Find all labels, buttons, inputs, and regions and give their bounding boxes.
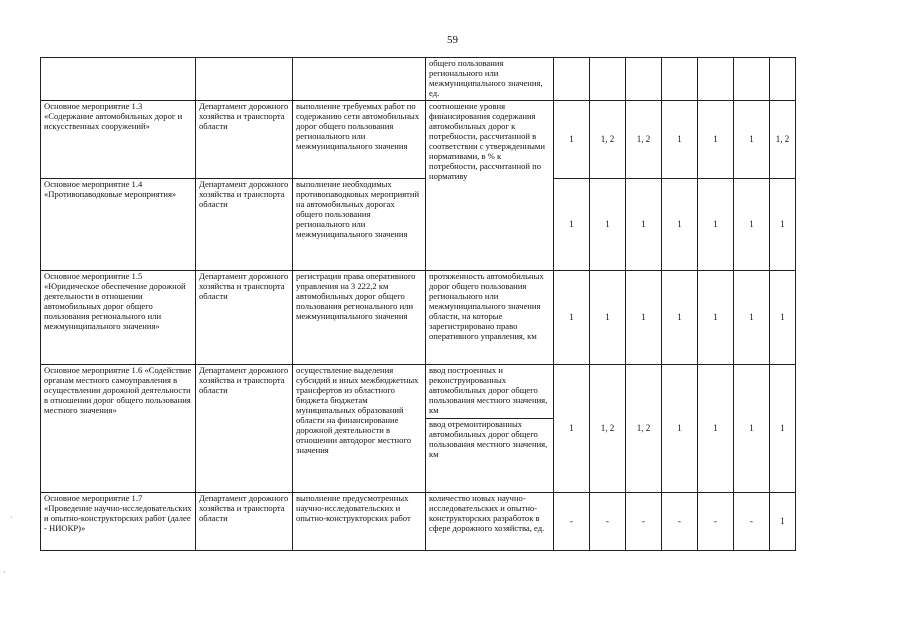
value-cell: 1, 2 bbox=[626, 100, 662, 178]
table-row bbox=[41, 100, 796, 178]
result-cell: выполнение необходимых противопаводковых мероприятий на автомобильных дорогах общего пользования регионального или межмуниципального значения bbox=[293, 178, 426, 270]
value-cell: 1 bbox=[554, 270, 590, 364]
table-row bbox=[41, 364, 796, 492]
indicator-cell: протяженность автомобильных дорог общего пользования регионального или межмуниципального значения области, на которые зарегистрировано право оперативного управления, км bbox=[426, 270, 554, 364]
table-row bbox=[41, 270, 796, 364]
executor-cell: Департамент дорожного хозяйства и транспорта области bbox=[196, 270, 293, 364]
value-cell: 1 bbox=[698, 178, 734, 270]
scan-mark: · bbox=[3, 568, 6, 577]
measure-cell: Основное мероприятие 1.5 «Юридическое обеспечение дорожной деятельности в отношении автомобильных дорог общего пользования регионального или межмуниципального значения» bbox=[41, 270, 196, 364]
value-cell: - bbox=[698, 492, 734, 550]
table-row bbox=[41, 178, 796, 270]
value-cell: - bbox=[734, 492, 770, 550]
value-cell: 1 bbox=[590, 178, 626, 270]
value-cell: - bbox=[590, 492, 626, 550]
value-cell: 1 bbox=[590, 270, 626, 364]
value-cell: 1 bbox=[554, 100, 590, 178]
value-cell: 1 bbox=[626, 270, 662, 364]
page-number: 59 bbox=[447, 34, 458, 46]
value-cell: 1 bbox=[554, 178, 590, 270]
indicator-part: ввод отремонтированных автомобильных дорог общего пользования местного значения, км bbox=[429, 418, 548, 459]
value-cell: 1 bbox=[698, 364, 734, 492]
value-cell: 1 bbox=[734, 178, 770, 270]
executor-cell: Департамент дорожного хозяйства и транспорта области bbox=[196, 100, 293, 178]
indicator-cell: общего пользования регионального или межмуниципального значения, ед. bbox=[426, 58, 554, 101]
measure-cell: Основное мероприятие 1.3 «Содержание автомобильных дорог и искусственных сооружений» bbox=[41, 100, 196, 178]
value-cell: 1 bbox=[626, 178, 662, 270]
indicator-cell: соотношение уровня финансирования содержания автомобильных дорог к потребности, рассчитанной в соответствии с утвержденными нормативами, в % к потребности, рассчитанной по нормативу bbox=[426, 100, 554, 270]
value-cell: 1 bbox=[662, 270, 698, 364]
value-cell: - bbox=[626, 492, 662, 550]
value-cell: 1, 2 bbox=[626, 364, 662, 492]
measure-cell: Основное мероприятие 1.6 «Содействие органам местного самоуправления в осуществлении дорожной деятельности в отношении дорог общего пользования местного значения» bbox=[41, 364, 196, 492]
table-row bbox=[41, 492, 796, 550]
value-cell: 1 bbox=[770, 178, 796, 270]
measure-cell: Основное мероприятие 1.4 «Противопаводковые мероприятия» bbox=[41, 178, 196, 270]
indicator-part: ввод построенных и реконструированных автомобильных дорог общего пользования местного значения, км bbox=[426, 365, 553, 419]
value-cell: 1 bbox=[734, 364, 770, 492]
value-cell: 1 bbox=[662, 178, 698, 270]
value-cell: 1, 2 bbox=[590, 364, 626, 492]
program-measures-table bbox=[40, 57, 796, 551]
value-cell: 1 bbox=[662, 100, 698, 178]
value-cell: 1 bbox=[554, 364, 590, 492]
value-cell: - bbox=[662, 492, 698, 550]
executor-cell: Департамент дорожного хозяйства и транспорта области bbox=[196, 178, 293, 270]
indicator-cell bbox=[426, 364, 554, 492]
result-cell: выполнение предусмотренных научно-исследовательских и опытно-конструкторских работ bbox=[293, 492, 426, 550]
result-cell: осуществление выделения субсидий и иных межбюджетных трансфертов из областного бюджета бюджетам муниципальных образований области на финансирование дорожной деятельности в отношении автодорог местного значения bbox=[293, 364, 426, 492]
value-cell: - bbox=[554, 492, 590, 550]
value-cell: 1, 2 bbox=[770, 100, 796, 178]
scan-mark: · bbox=[10, 513, 13, 522]
result-cell: выполнение требуемых работ по содержанию сети автомобильных дорог общего пользования регионального или межмуниципального значения bbox=[293, 100, 426, 178]
value-cell: 1 bbox=[734, 270, 770, 364]
indicator-cell: количество новых научно-исследовательских и опытно-конструкторских разработок в сфере дорожного хозяйства, ед. bbox=[426, 492, 554, 550]
value-cell: 1 bbox=[734, 100, 770, 178]
value-cell: 1 bbox=[770, 492, 796, 550]
executor-cell: Департамент дорожного хозяйства и транспорта области bbox=[196, 364, 293, 492]
value-cell: 1 bbox=[698, 100, 734, 178]
value-cell: 1 bbox=[770, 270, 796, 364]
executor-cell: Департамент дорожного хозяйства и транспорта области bbox=[196, 492, 293, 550]
table-row bbox=[41, 58, 796, 101]
value-cell: 1 bbox=[698, 270, 734, 364]
result-cell: регистрация права оперативного управления на 3 222,2 км автомобильных дорог общего пользования регионального или межмуниципального значения bbox=[293, 270, 426, 364]
value-cell: 1 bbox=[662, 364, 698, 492]
value-cell: 1, 2 bbox=[590, 100, 626, 178]
value-cell: 1 bbox=[770, 364, 796, 492]
measure-cell: Основное мероприятие 1.7 «Проведение научно-исследовательских и опытно-конструкторских работ (далее - НИОКР)» bbox=[41, 492, 196, 550]
